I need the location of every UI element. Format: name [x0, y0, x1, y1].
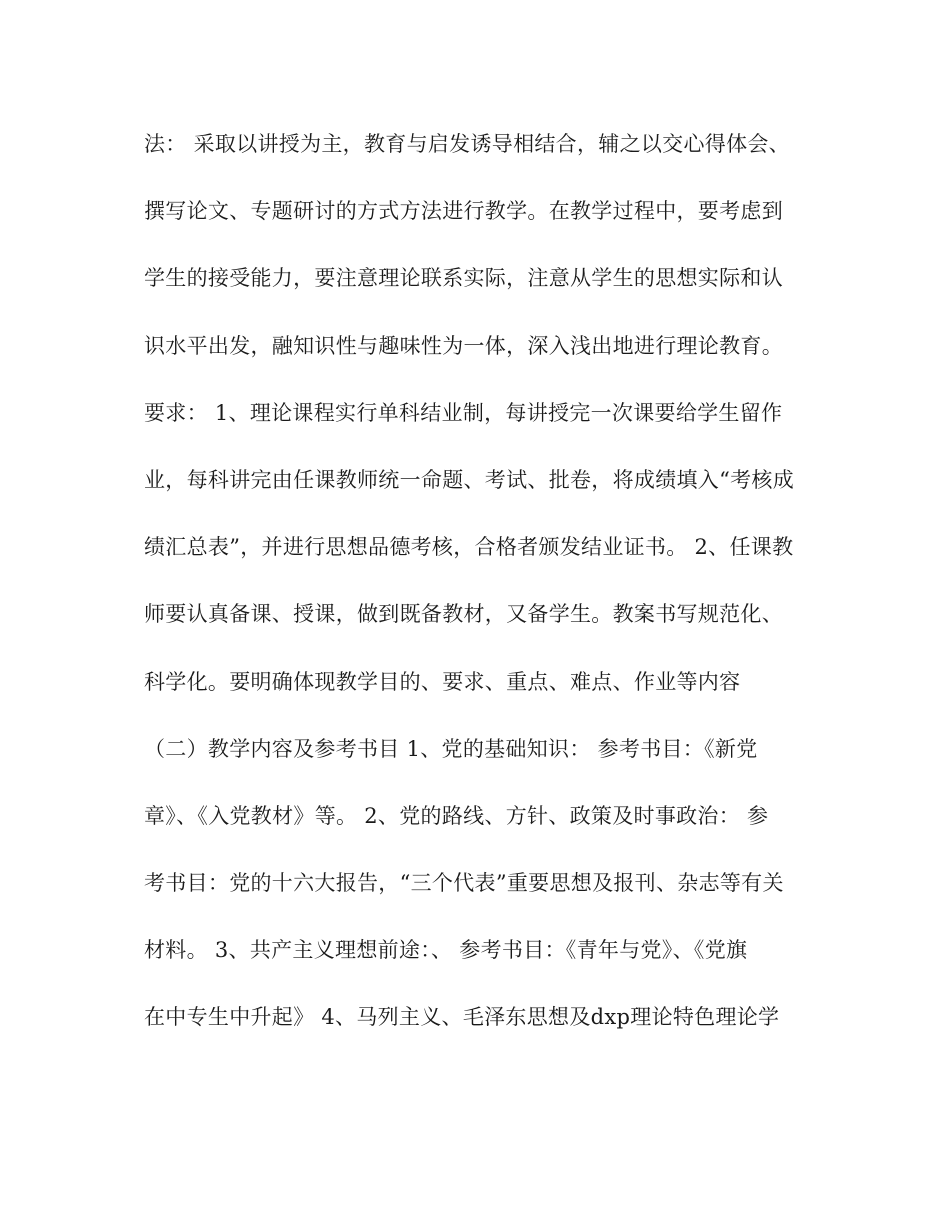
text-line: 法： 采取以讲授为主，教育与启发诱导相结合，辅之以交心得体会、	[144, 132, 790, 156]
text-line: 章》、《入党教材》等。 2、党的路线、方针、政策及时事政治： 参	[144, 803, 769, 828]
text-line: 学生的接受能力，要注意理论联系实际，注意从学生的思想实际和认	[144, 266, 783, 291]
text-line: 在中专生中升起》 4、马列主义、毛泽东思想及dxp理论特色理论学	[144, 1005, 780, 1030]
text-line: 业，每科讲完由任课教师统一命题、考试、批卷，将成绩填入“考核成	[144, 467, 795, 492]
text-line: 考书目：党的十六大报告，“三个代表”重要思想及报刊、杂志等有关	[144, 871, 784, 896]
text-line: 识水平出发，融知识性与趣味性为一体，深入浅出地进行理论教育。	[144, 333, 783, 358]
text-line: （二）教学内容及参考书目 1、党的基础知识： 参考书目：《新党	[144, 736, 758, 761]
text-line: 材料。 3、共产主义理想前途：、 参考书目：《青年与党》、《党旗	[144, 938, 748, 963]
text-line: 师要认真备课、授课，做到既备教材，又备学生。教案书写规范化、	[144, 602, 783, 627]
text-line: 科学化。要明确体现教学目的、要求、重点、难点、作业等内容	[144, 669, 741, 694]
text-line: 要求： 1、理论课程实行单科结业制，每讲授完一次课要给学生留作	[144, 400, 783, 425]
text-line: 撰写论文、专题研讨的方式方法进行教学。在教学过程中，要考虑到	[144, 199, 783, 224]
body-text	[144, 111, 814, 1052]
text-line: 绩汇总表”，并进行思想品德考核，合格者颁发结业证书。 2、任课教	[144, 535, 794, 560]
